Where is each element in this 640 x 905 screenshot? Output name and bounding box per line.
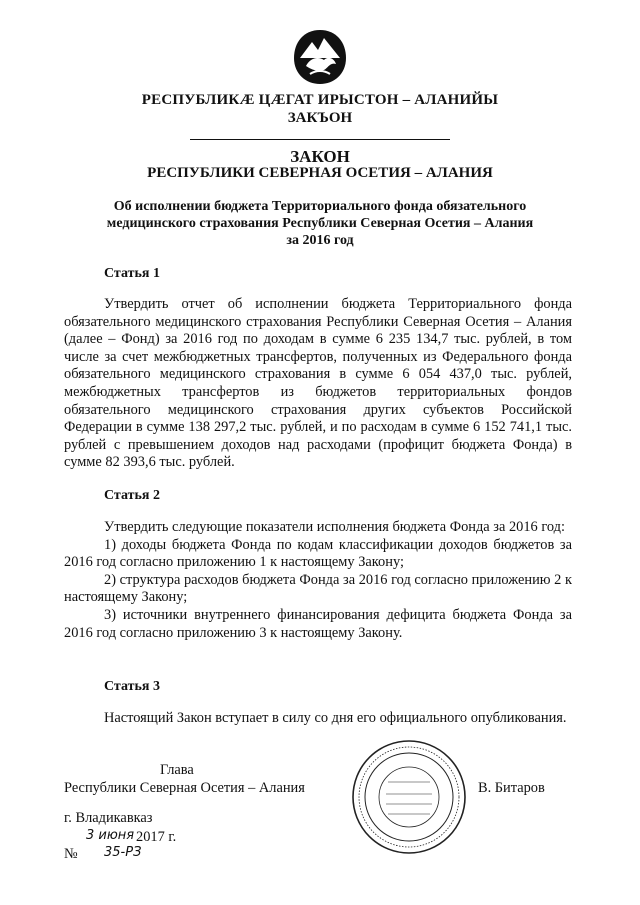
signing-city: г. Владикавказ xyxy=(64,810,153,826)
law-label-russian: ЗАКОН xyxy=(290,147,350,166)
coat-of-arms-icon xyxy=(290,28,350,86)
title-line: медицинского страхования Республики Северная Осетия – Алания xyxy=(106,216,534,231)
republic-name-ossetian: РЕСПУБЛИКӔ ЦӔГАТ ИРЫСТОН – АЛАНИЙЫ xyxy=(141,92,499,108)
article-2-item: 2) структура расходов бюджета Фонда за 2016 год согласно приложению 2 к настоящему Закону; xyxy=(64,571,572,606)
signing-date: 3 июня xyxy=(86,828,135,843)
article-3-heading: Статья 3 xyxy=(104,679,160,694)
title-line: Об исполнении бюджета Территориального фонда обязательного xyxy=(113,199,527,214)
article-2-heading: Статья 2 xyxy=(104,488,160,503)
article-3-body xyxy=(64,710,572,728)
signatory-title: Глава xyxy=(160,762,194,778)
article-2-item: 3) источники внутреннего финансирования дефицита бюджета Фонда за 2016 год согласно приложению 3 к настоящему Закону. xyxy=(64,606,572,641)
article-1-heading: Статья 1 xyxy=(104,266,160,281)
signatory-name: В. Битаров xyxy=(478,780,545,796)
title-line: за 2016 год xyxy=(286,233,354,248)
header-divider xyxy=(190,139,450,140)
article-2-body xyxy=(64,519,572,642)
article-2-item: 1) доходы бюджета Фонда по кодам классификации доходов бюджетов за 2016 год согласно приложению 1 к настоящему Закону; xyxy=(64,536,572,571)
law-number-label: № xyxy=(64,846,78,862)
law-number: 35-РЗ xyxy=(104,845,142,860)
official-seal-icon xyxy=(350,738,468,856)
republic-name-russian: РЕСПУБЛИКИ СЕВЕРНАЯ ОСЕТИЯ – АЛАНИЯ xyxy=(147,165,493,181)
law-title xyxy=(80,198,560,249)
article-1-text: Утвердить отчет об исполнении бюджета Территориального фонда обязательного медицинского страхования Республики Северная Осетия – Алания (далее – Фонд) за 2016 год по доходам в сумме 6 235 134,7 тыс. рублей, в том числе за счет межбюджетных трансфертов, полученных из Федерального фонда обязательного медицинского страхования в сумме 6 054 437,0 тыс. рублей, межбюджетных трансфертов из бюджетов территориальных фондов обязательного медицинского страхования других субъектов Российской Федерации в сумме 138 297,2 тыс. рублей, и по расходам в сумме 6 152 741,1 тыс. рублей с превышением доходов над расходами (профицит бюджета Фонда) в сумме 82 393,6 тыс. рублей. xyxy=(64,296,572,471)
signatory-title-republic: Республики Северная Осетия – Алания xyxy=(64,780,305,796)
article-3-text: Настоящий Закон вступает в силу со дня его официального опубликования. xyxy=(104,710,567,726)
signing-year: 2017 г. xyxy=(136,829,177,845)
article-1-body xyxy=(64,296,572,472)
law-label-ossetian: ЗАКЪОН xyxy=(287,110,353,126)
article-2-intro: Утвердить следующие показатели исполнения бюджета Фонда за 2016 год: xyxy=(104,519,565,535)
